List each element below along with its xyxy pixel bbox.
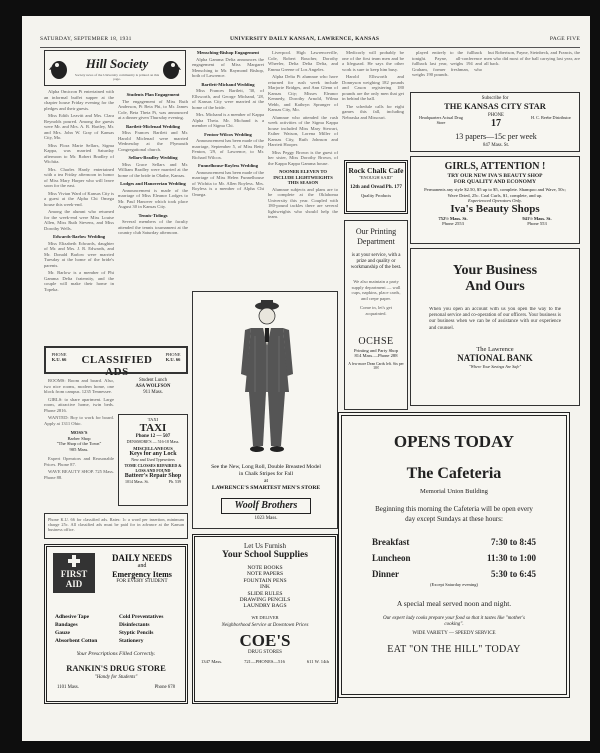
coes-items: NOTE BOOKS NOTE PAPERS FOUNTAIN PENS INK SLIDE RULES DRAWING PENCILS LAUNDRY BAGS <box>239 565 291 610</box>
first-aid-items-left: Adhesive Tape Bandages Gauze Absorbent Cotton <box>55 614 98 644</box>
social-heading-6: Tennis-Tidings <box>138 212 168 218</box>
red-cross-icon <box>68 555 80 567</box>
first-aid-headline: DAILY NEEDS and Emergency Items FOR EVERY STUDENT <box>111 553 173 584</box>
woolf-brothers-logo: Woolf Brothers <box>221 498 311 514</box>
classified-phone-right: PHONE K.U. 66 <box>165 352 181 362</box>
woolf-brothers-ad <box>192 291 338 529</box>
rock-chalk-title: Rock Chalk Cafe <box>348 166 404 175</box>
right-column-text-2: but Robertson, Payne, Steinbeck, and Francis, the men who did most of the ball carrying last year, are all back. <box>484 50 580 66</box>
taxi-phone: Phone 12 — 507 <box>135 434 171 439</box>
ochse-footer: A few more Dean Cards left. Six per 10¢ <box>348 362 404 370</box>
header-paper-name: UNIVERSITY DAILY KANSAN, LAWRENCE, KANSAS <box>230 36 380 42</box>
ochse-name: OCHSE <box>358 336 394 347</box>
coes-neighborhood: Neighborhood Service at Downtown Prices <box>221 622 309 628</box>
taxi-sub: DENSMORE'S — 516-18 Mass. <box>126 439 180 444</box>
cafeteria-except: (Except Saturday evening) <box>430 582 478 587</box>
moss-barber-ad: MOSS'S Barber Shop "The Shop of the Town" 905 Mass. <box>56 430 102 452</box>
social-heading-3: Bartlett-Miclenad Wedding <box>126 123 180 129</box>
kc-star-right: H. C. Beebe Distributor <box>531 115 571 120</box>
first-aid-items-right: Cold Preventatives Disinfectants Styptic Pencils Stationery <box>119 614 164 644</box>
girls-title: GIRLS, ATTENTION ! <box>444 161 546 172</box>
bank-name-2: NATIONAL BANK <box>457 352 533 363</box>
ochse-printing-ad <box>344 220 408 410</box>
kc-star-address: 847 Mass. St. <box>482 143 510 148</box>
student-lunch-ad: Student Lunch ASA WOLFSON 911 Mass. <box>135 378 171 395</box>
bank-title-1: Your Business <box>452 263 538 278</box>
taxi-title: TAXI <box>139 422 167 434</box>
society-column-1: Alpha Omicron Pi entertained with an informal buffet supper at the chapter house Friday evening for the pledges and their guests. Miss Edith Leavitt and Mrs. Clara Reynolds poured. Among the guests were Mr. and Mrs. A. B. Hartley, Mr. and Mrs. John W. Gray of Kansas City, Mo. Miss Flora Marie Sellars, Sigma Kappa, was married Saturday afternoon to Mr. Robert Bradley of Wichita. Mrs. Charles Hardy entertained with a tea Friday afternoon in honor of Miss Mary Harper who will leave soon for the east. Miss Vivian Ward of Kansas City is a guest at the Alpha Chi Omega house this week-end. Among the alumni who returned for the week-end were Miss Louise Allen, Miss Ruth Stevens, and Miss Dorothy Wells. Edwards-Barlow Wedding Miss Elizabeth Edwards, daughter of Mr. and Mrs. J. R. Edwards, and Mr. Donald Barlow were married Tuesday at the home of the bride's parents. Mr. Barlow is a member of Phi Gamma Delta fraternity, and the couple will make their home in Topeka. <box>44 89 114 292</box>
cafeteria-opens: OPENS TODAY <box>393 432 515 451</box>
society-column-3: Mensching-Bishop Engagement Alpha Gamma Delta announces the engagement of Miss Margaret Mensching to Mr. Raymond Bishop, both of Lawrence. Bartlett-Michand Wedding Miss Frances Bartlett, '30, of Ellsworth, and George Michand, '28, of Kansas City were married at the home of the bride. Mrs. Michand is a member of Kappa Alpha Theta. Mr. Michand is a member of Sigma Chi. Fenton-Wilcox Wedding Announcement has been made of the marriage, September 5, of Miss Betty Fenton, '29, of Lawrence, to Mr. Richard Wilcox. Funnelhouse-Royless Wedding Announcement has been made of the marriage of Miss Helen Funnelhouse of Wichita to Mr. Allen Royless. Mrs. Royless is a member of Alpha Chi Omega. <box>192 50 264 197</box>
header-page-number: PAGE FIVE <box>549 36 580 42</box>
ochse-sub: Printing and Party Shop <box>353 348 399 353</box>
cafeteria-name: The Cafeteria <box>406 465 502 482</box>
right-column-text: played entirely to the fullback tonight. Payne, all-conference fullback last year, weighs 194 and Graham, former freshman, who weighs 190 pounds. <box>412 50 482 77</box>
first-aid-tagline: Your Prescriptions Filled Correctly. <box>76 651 156 657</box>
rankins-first-aid-ad <box>44 544 188 704</box>
jayhawk-right-icon <box>161 57 181 81</box>
printing-title: Our Printing Department <box>355 227 397 246</box>
coes-footer: 1347 Mass. 721—PHONES—516 611 W. 14th <box>201 658 329 664</box>
printing-body: is at your service, with a prize and quality or workmanship of the best. <box>350 253 402 270</box>
girls-line2: FOR QUALITY AND ECONOMY <box>453 179 537 185</box>
classified-notice-strip: Phone K.U. 66 for classified ads. Rates: 1c a word per insertion, minimum charge 25c. All classified ads must be paid for in advance at the Kansan business office. <box>44 513 188 539</box>
misc-footer: 1014 Mass. St. Ph. 539 <box>125 479 181 484</box>
page-header <box>40 36 580 46</box>
society-column-4: Liverpool. High Lawrenceville, Cole, Robert Boucher, Dorothy Wheeler, Delta Delta Delta, and Emma Greene of Los Angeles. Alpha Delta Pi alumnae who have returned for rush week include Marjorie Bridges, and Ann Glenn of Kansas City; Misses Eleanor Kennedy, Dorothy Arnold, Wilma Webb, and Kathryn Spranger of Kansas City, Mo. Alumnae who attended the rush week activities of the Sigma Kappa house included Miss Mary Stewart, Esther Watson, Lorena Miller of Kansas City, Ruth Johnson and Harriett Hooper. Miss Peggy Brown is the guest of her sister, Miss Dorothy Brown, of the Kappa Kappa Gamma house. NOONER ELEVEN TO INCLUDE LIGHTWEIGHTS THIS SEASON Alumnae subjects and plans are to be complete at the Oklahoma University this year. Coupled with 180-pound tackles there are several lightweights who should help the team. <box>268 50 338 219</box>
header-date: SATURDAY, SEPTEMBER 18, 1931 <box>40 36 132 42</box>
bank-slogan: "Where Your Savings Are Safe" <box>468 363 522 369</box>
cafeteria-ad <box>338 412 570 698</box>
rock-chalk-cafe-ad <box>344 160 408 214</box>
social-heading-5: Lodges and Hanoverian Wedding <box>120 181 186 186</box>
society-column-5: Medicorly will probably be one of the first team men and be a lifeguard. He says the other work is sure to keep him busy. Harold Ellsworth and Donnyson weighing 182 pounds and Cason registering 180 pounds are the only men that get in behind the ball. The schedule calls for eight games this fall, including Nebraska and Missouri. <box>342 50 404 120</box>
misc-lost: TOME CLOSSES REPAIRED & LOSS AND FOUND <box>124 463 182 473</box>
kc-star-offer: 13 papers—15c per week <box>455 132 537 141</box>
classified-ads-banner <box>44 346 188 378</box>
meal-dinner: Dinner 5:30 to 6:45 <box>372 569 536 579</box>
girls-operators: Experienced Operators Only. <box>468 198 522 204</box>
bank-title-2: And Ours <box>465 279 525 294</box>
printing-body-2: We also maintain a party supply department — wall cups, napkins, place cards, and crepe paper. <box>351 279 401 301</box>
rankins-store-name: RANKIN'S DRUG STORE <box>66 663 166 673</box>
rankins-footer: 1101 Mass. Phone 678 <box>57 685 175 690</box>
ivas-beauty-shop-ad <box>410 156 580 244</box>
bank-body: When you open an account with us you open the way to the personal service and co-operation of our officers. Your business is our business when we can be of assistance with our experience and counsel. <box>429 307 561 331</box>
hill-society-title: Hill Society <box>85 56 149 71</box>
newspaper-page <box>22 16 590 741</box>
rock-chalk-location: 12th and Oread Ph. 177 <box>350 184 402 190</box>
rock-chalk-quality: Quality Products <box>360 193 392 198</box>
social-heading-4: Sellars-Bradley Wedding <box>128 155 178 160</box>
kc-star-phone: 17 <box>491 118 501 129</box>
misc-keys-sub: New and Used Typewriters <box>131 457 175 462</box>
girls-body: Permanents any style $2.50, $5 up to $5, complete. Shampoo and Wave, 50c; Wave Dried, 25c. Coal Curls, $1, complete, and up. <box>424 187 566 198</box>
ivas-brand: Iva's Beauty Shops <box>450 203 540 216</box>
taxi-misc-ad <box>118 414 188 506</box>
col3-heading-3: Fenton-Wilcox Wedding <box>204 131 252 137</box>
ivas-locations: 752½ Mass. St. Phone 2553 941½ Mass. St. Phone 553 <box>438 216 552 227</box>
bank-name-1: The Lawrence <box>476 345 514 353</box>
cafeteria-body: Beginning this morning the Cafeteria will be open every day except Sundays at these hours: <box>375 505 533 523</box>
misc-title: MISCELLANEOUS <box>133 446 173 451</box>
woolf-copy: See the New, Long Roll, Double Breasted Model in Chalk Stripes for Fall at LAWRENCE'S SMARTEST MEN'S STORE <box>211 464 321 491</box>
kansas-city-star-ad <box>410 92 580 152</box>
girls-line1: TRY OUR NEW IVA'S BEAUTY SHOP <box>447 173 543 179</box>
header-rule <box>40 47 580 48</box>
misc-keys: Keys for any Lock <box>129 451 177 457</box>
society-column-2: Students Plan Engagement The engagement of Miss Ruth Anderson, Pi Beta Phi, to Mr. James Cole, Beta Theta Pi, was announced at a dinner given Thursday evening. Bartlett-Miclenad Wedding Miss Frances Bartlett and Mr. Harold Miclenad were married Wednesday at the Plymouth Congregational church. Sellars-Bradley Wedding Miss Grace Sellars and Mr. William Bradley were married at the home of the bride in Olathe, Kansas. Lodges and Hanoverian Wedding Announcement is made of the marriage of Miss Eleanor Lodges to Mr. Paul Hanover which took place August 30 in Kansas City. Tennis-Tidings Several members of the faculty attended the tennis tournament at the country club Saturday afternoon. <box>118 92 188 235</box>
meal-breakfast: Breakfast 7:30 to 8:45 <box>372 537 536 547</box>
cafeteria-variety: WIDE VARIETY — SPEEDY SERVICE <box>412 631 496 636</box>
col4-heading-1: NOONER ELEVEN TO INCLUDE LIGHTWEIGHTS THIS SEASON <box>273 169 333 185</box>
col3-heading-1: Mensching-Bishop Engagement <box>196 50 260 55</box>
cafeteria-eat: EAT "ON THE HILL" TODAY <box>387 644 521 655</box>
kc-star-top: Subscribe for <box>481 96 509 101</box>
classified-column: ROOMS: Room and board. Also, two nice rooms, modern home, one block from campus. 1235 Tennessee. GIRLS: to share apartment. Large room, attractive home, twin beds. Phone 2816. WANTED: Boy to work for board. Apply at 1311 Ohio. MOSS'S Barber Shop "The Shop of the Town" 905 Mass. Expert Operators and Reasonable Prices. Phone 87. WAVE BEAUTY SHOP. 725 Mass. Phone 88. <box>44 378 114 480</box>
hill-society-subtitle: Society news of the University community is printed on this page. <box>74 73 160 81</box>
classified-phone-left: PHONE K.U. 66 <box>51 352 67 362</box>
man-in-suit-illustration <box>233 296 299 456</box>
kc-star-left: Headquarters Actual Drug Store <box>419 115 463 125</box>
cafeteria-sub: Memorial Union Building <box>420 488 488 495</box>
coes-deliver: WE DELIVER <box>251 614 279 620</box>
taxi-tag: TAXI <box>147 417 159 422</box>
classified-ads-title: CLASSIFIED ADS <box>81 354 153 378</box>
ochse-address: 814 Mass.—Phone 288 <box>354 353 398 358</box>
misc-repair: Batteer's Repair Shop <box>124 473 182 479</box>
cafeteria-cook: Our expert lady cooks prepare your food so that it tastes like "mother's cooking". <box>383 616 525 627</box>
coes-line2: Your School Supplies <box>222 550 308 560</box>
coes-brand: COE'S <box>239 630 291 650</box>
kc-star-title: THE KANSAS CITY STAR <box>444 101 546 111</box>
social-heading-2: Students Plan Engagement <box>126 92 180 97</box>
coes-sub: DRUG STORES <box>248 649 282 655</box>
meal-luncheon: Luncheon 11:30 to 1:00 <box>372 553 536 563</box>
printing-body-3: Come in, let's get acquainted. <box>360 305 392 316</box>
rock-chalk-sub: "ENOUGH SAID" <box>358 175 394 180</box>
social-heading-1: Edwards-Barlow Wedding <box>52 234 106 239</box>
coes-line1: Let Us Furnish <box>244 542 286 550</box>
cafeteria-special: A special meal served noon and night. <box>396 599 512 608</box>
coes-drug-store-ad <box>192 534 338 704</box>
lawrence-national-bank-ad <box>410 248 580 406</box>
col3-heading-4: Funnelhouse-Royless Wedding <box>197 163 259 168</box>
cafeteria-meals <box>372 534 536 582</box>
hill-society-banner <box>44 50 186 86</box>
jayhawk-left-icon <box>49 57 69 81</box>
first-aid-badge: FIRST AID <box>53 553 95 593</box>
kc-star-phone-label: PHONE <box>488 113 504 118</box>
col3-heading-2: Bartlett-Michand Wedding <box>201 81 255 87</box>
woolf-address: 1023 Mass. <box>254 516 278 521</box>
rankins-handy: "Handy for Students" <box>94 675 138 680</box>
